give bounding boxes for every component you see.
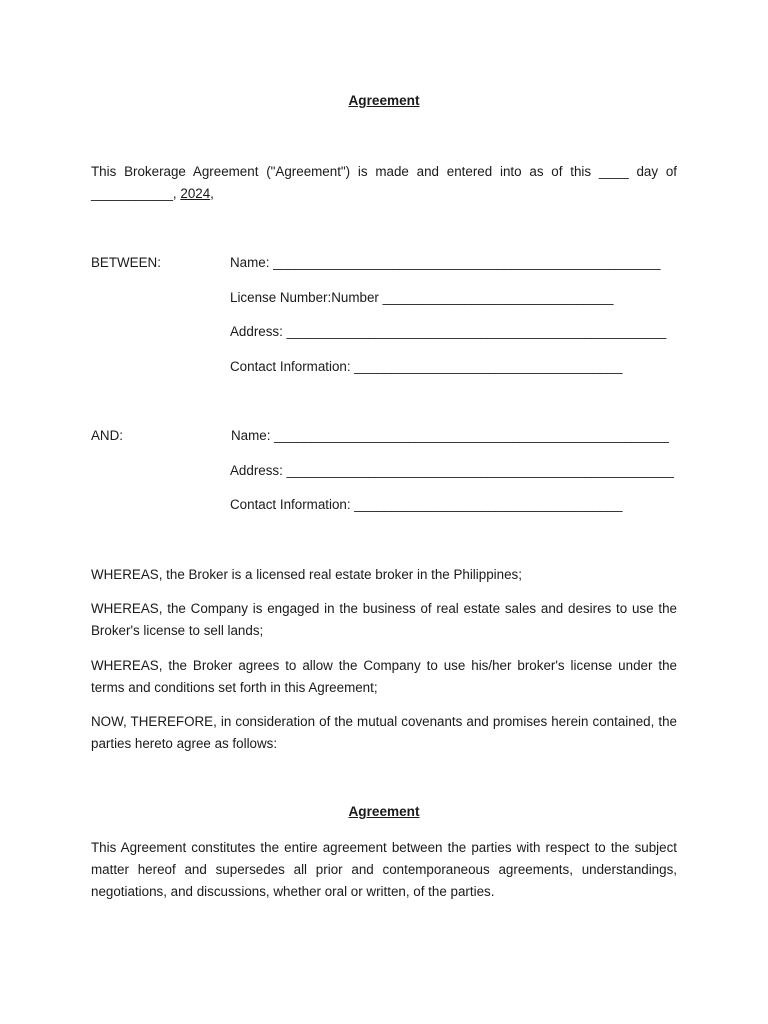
and-label: AND:	[91, 428, 123, 443]
and-name-field: Name: _____________________________________________________	[231, 428, 669, 443]
and-address-field: Address: ____________________________________________________	[230, 463, 674, 478]
intro-text: This Brokerage Agreement ("Agreement") is made and entered into as of this ____ day of ___________,	[91, 164, 677, 201]
between-label: BETWEEN:	[91, 255, 161, 270]
whereas-paragraph-1: WHEREAS, the Broker is a licensed real estate broker in the Philippines;	[91, 567, 522, 582]
intro-end: ,	[210, 186, 214, 201]
document-title: Agreement	[348, 93, 420, 108]
intro-paragraph	[91, 161, 677, 205]
and-contact-field: Contact Information: ____________________________________	[230, 497, 623, 512]
between-license-field: License Number:Number _______________________________	[230, 290, 614, 305]
between-contact-field: Contact Information: ____________________________________	[230, 359, 623, 374]
whereas-paragraph-3: WHEREAS, the Broker agrees to allow the Company to use his/her broker's license under the terms and conditions set forth in this Agreement;	[91, 658, 677, 695]
between-name-field: Name: ____________________________________________________	[230, 255, 661, 270]
intro-year: 2024	[180, 186, 211, 201]
section-body: This Agreement constitutes the entire agreement between the parties with respect to the subject matter hereof and supersedes all prior and contemporaneous agreements, understandings, negotiations, and discussions, whether oral or written, of the parties.	[91, 840, 677, 899]
section-heading: Agreement	[348, 804, 420, 819]
whereas-paragraph-2: WHEREAS, the Company is engaged in the business of real estate sales and desires to use the Broker's license to sell lands;	[91, 601, 677, 638]
between-address-field: Address: ___________________________________________________	[230, 324, 667, 339]
now-therefore-paragraph: NOW, THEREFORE, in consideration of the mutual covenants and promises herein contained, the parties hereto agree as follows:	[91, 714, 677, 751]
